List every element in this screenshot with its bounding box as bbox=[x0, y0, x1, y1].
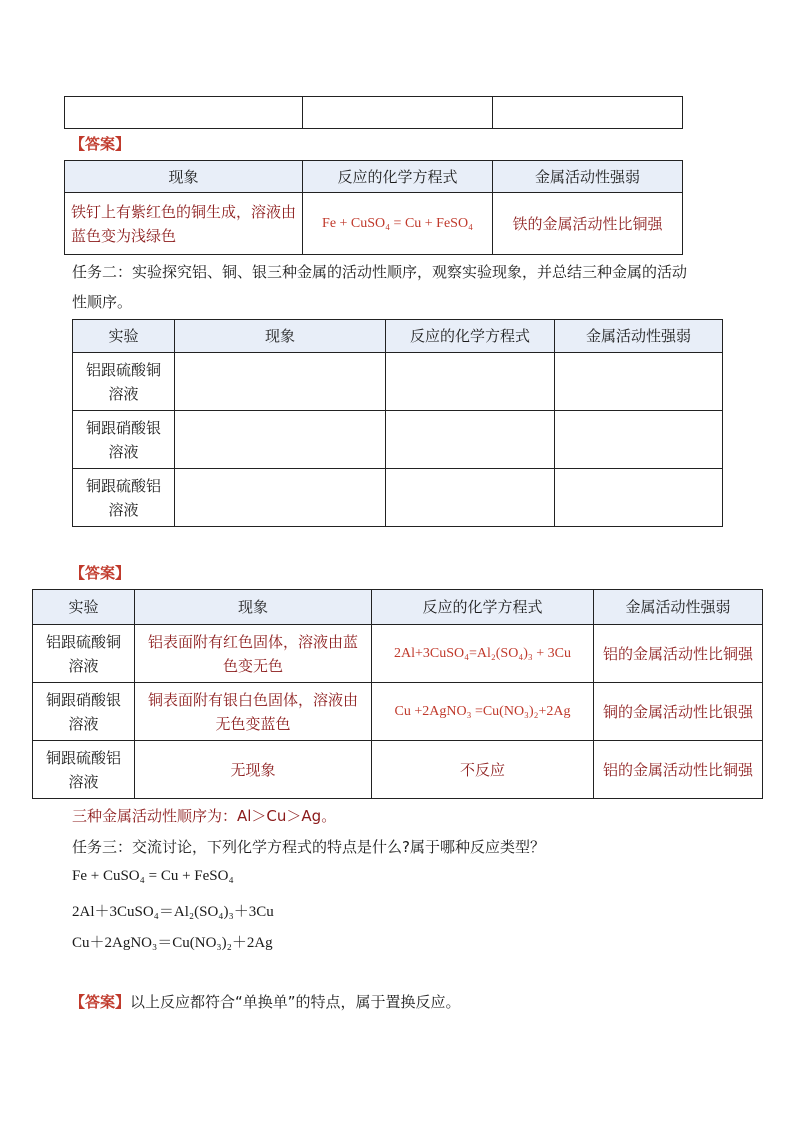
activity-cell bbox=[555, 353, 723, 411]
header-equation: 反应的化学方程式 bbox=[303, 161, 493, 193]
answer-label: 【答案】 bbox=[70, 993, 131, 1011]
equation-cell: 不反应 bbox=[372, 741, 594, 799]
experiment-cell: 铝跟硫酸铜溶液 bbox=[73, 353, 175, 411]
empty-table-row bbox=[64, 96, 683, 129]
phenomenon-cell bbox=[175, 353, 386, 411]
activity-cell bbox=[555, 469, 723, 527]
header-phenomenon: 现象 bbox=[65, 161, 303, 193]
activity-cell: 铁的金属活动性比铜强 bbox=[493, 193, 683, 255]
equation-cell: Cu +2AgNO₃ =Cu(NO₃)₂+2Ag bbox=[372, 683, 594, 741]
equation-line: Fe + CuSO₄ = Cu + FeSO₄ bbox=[72, 868, 234, 884]
activity-cell: 铝的金属活动性比铜强 bbox=[594, 625, 763, 683]
equation-cell bbox=[386, 411, 555, 469]
answer-table-1 bbox=[64, 160, 683, 255]
phenomenon-cell: 铜表面附有银白色固体，溶液由无色变蓝色 bbox=[135, 683, 372, 741]
activity-order-text: 三种金属活动性顺序为：Al＞Cu＞Ag。 bbox=[72, 807, 337, 825]
answer-label: 【答案】 bbox=[70, 564, 131, 582]
experiment-cell: 铜跟硝酸银溶液 bbox=[33, 683, 135, 741]
equation-line: 2Al＋3CuSO₄＝Al₂(SO₄)₃＋3Cu bbox=[72, 904, 274, 920]
task3-question: 任务三：交流讨论，下列化学方程式的特点是什么?属于哪种反应类型？ bbox=[72, 838, 545, 856]
experiment-cell: 铜跟硫酸铝溶液 bbox=[73, 469, 175, 527]
equation-cell bbox=[386, 353, 555, 411]
phenomenon-cell: 铝表面附有红色固体，溶液由蓝色变无色 bbox=[135, 625, 372, 683]
empty-cell bbox=[65, 97, 303, 129]
experiment-cell: 铝跟硫酸铜溶液 bbox=[33, 625, 135, 683]
activity-cell: 铜的金属活动性比银强 bbox=[594, 683, 763, 741]
header-activity: 金属活动性强弱 bbox=[594, 590, 763, 625]
phenomenon-cell bbox=[175, 411, 386, 469]
header-equation: 反应的化学方程式 bbox=[386, 320, 555, 353]
task2-table bbox=[72, 319, 723, 527]
answer-table-2 bbox=[32, 589, 763, 799]
final-answer-text: 以上反应都符合“单换单”的特点，属于置换反应。 bbox=[130, 993, 461, 1011]
header-equation: 反应的化学方程式 bbox=[372, 590, 594, 625]
header-phenomenon: 现象 bbox=[175, 320, 386, 353]
phenomenon-cell bbox=[175, 469, 386, 527]
header-activity: 金属活动性强弱 bbox=[555, 320, 723, 353]
phenomenon-cell: 无现象 bbox=[135, 741, 372, 799]
equation-line: Cu＋2AgNO₃＝Cu(NO₃)₂＋2Ag bbox=[72, 935, 273, 951]
activity-cell: 铝的金属活动性比铜强 bbox=[594, 741, 763, 799]
header-experiment: 实验 bbox=[33, 590, 135, 625]
activity-cell bbox=[555, 411, 723, 469]
phenomenon-cell: 铁钉上有紫红色的铜生成，溶液由蓝色变为浅绿色 bbox=[65, 193, 303, 255]
experiment-cell: 铜跟硫酸铝溶液 bbox=[33, 741, 135, 799]
empty-cell bbox=[303, 97, 493, 129]
task2-text-line1: 任务二：实验探究铝、铜、银三种金属的活动性顺序，观察实验现象，并总结三种金属的活动 bbox=[72, 263, 688, 281]
header-activity: 金属活动性强弱 bbox=[493, 161, 683, 193]
empty-cell bbox=[493, 97, 683, 129]
final-answer bbox=[70, 991, 461, 1012]
header-experiment: 实验 bbox=[73, 320, 175, 353]
header-phenomenon: 现象 bbox=[135, 590, 372, 625]
equation-cell: 2Al+3CuSO₄=Al₂(SO₄)₃ + 3Cu bbox=[372, 625, 594, 683]
answer-label: 【答案】 bbox=[70, 135, 131, 153]
task2-text-line2: 性顺序。 bbox=[72, 293, 133, 311]
experiment-cell: 铜跟硝酸银溶液 bbox=[73, 411, 175, 469]
equation-cell bbox=[386, 469, 555, 527]
equation-cell: Fe + CuSO₄ = Cu + FeSO₄ bbox=[303, 193, 493, 255]
